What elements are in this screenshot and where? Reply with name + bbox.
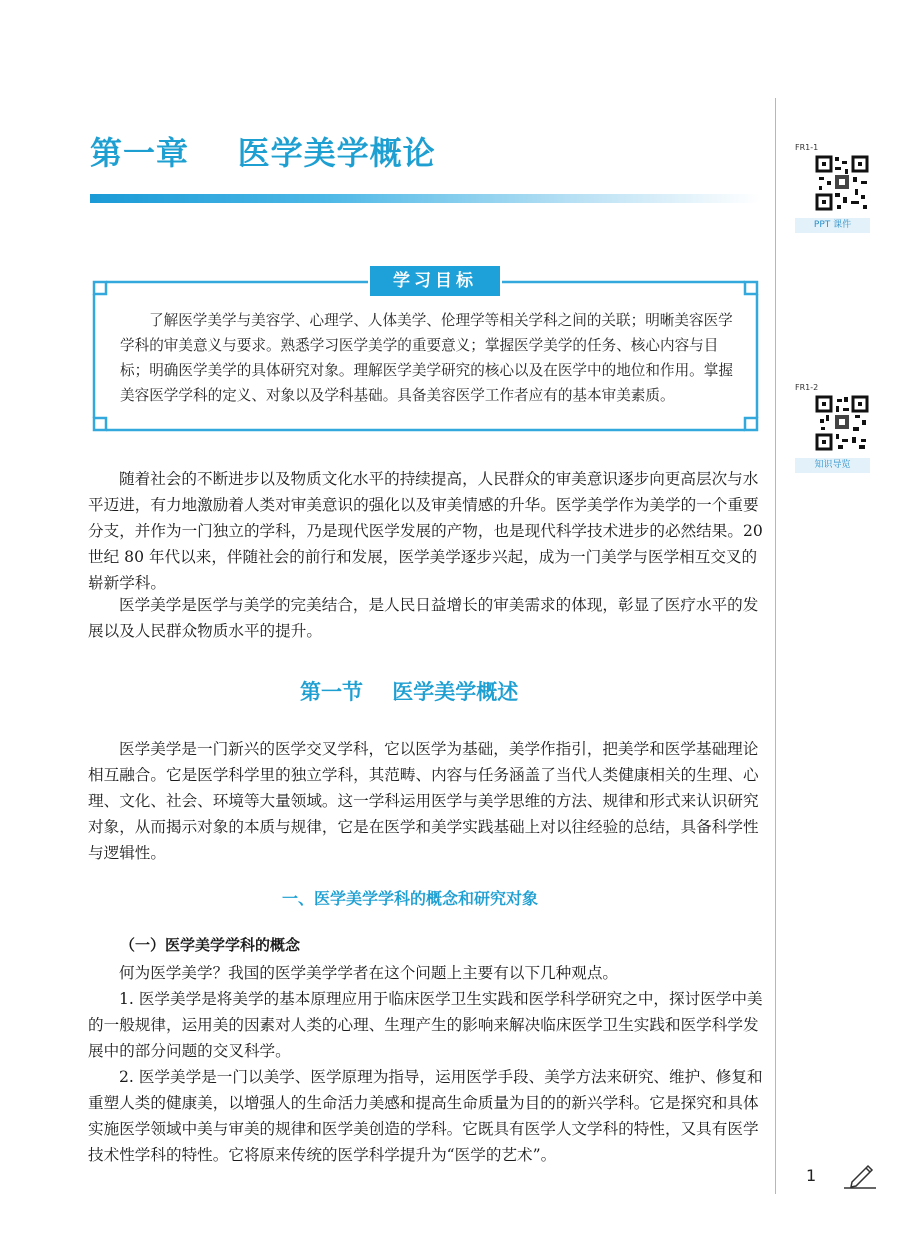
qr-code-icon[interactable] (815, 393, 870, 453)
chapter-title: 第一章 医学美学概论 (90, 134, 436, 172)
intro-paragraph-1: 随着社会的不断进步以及物质文化水平的持续提高，人民群众的审美意识逐步向更高层次与水平迈进，有力地激励着人类对审美意识的强化以及审美情感的升华。医学美学作为美学的一个重要分支，并作为一门独立的学科，乃是现代医学发展的产物，也是现代科学技术进步的必然结果。20 世纪 80 年代以来，伴随社会的前行和发展，医学美学逐步兴起，成为一门美学与医学相互交叉的崭新学科。 (88, 470, 763, 592)
margin-rule-bottom (775, 1158, 776, 1194)
subsubsection-title: （一）医学美学学科的概念 (120, 936, 301, 954)
concept-paragraph-3: 2. 医学美学是一门以美学、医学原理为指导，运用医学手段、美学方法来研究、维护、修复和重塑人类的健康美，以增强人的生命活力美感和提高生命质量为目的的新兴学科。它是探究和具体实施医学领域中美与审美的规律和医学美创造的学科。它既具有医学人文学科的特性，又具有医学技术性学科的特性。它将原来传统的医学科学提升为“医学的艺术”。 (88, 1068, 763, 1164)
page-number: 1 (806, 1166, 817, 1185)
title-gradient-bar (90, 194, 760, 203)
subsection-title: 一、医学美学学科的概念和研究对象 (282, 889, 539, 908)
qr-code-label: FR1-2 (795, 383, 819, 392)
concept-paragraph-2: 1. 医学美学是将美学的基本原理应用于临床医学卫生实践和医学科学研究之中，探讨医学中美的一般规律，运用美的因素对人类的心理、生理产生的影响来解决临床医学卫生实践和医学科学发展中的部分问题的交叉科学。 (88, 990, 763, 1060)
section-paragraph: 医学美学是一门新兴的医学交叉学科，它以医学为基础，美学作指引，把美学和医学基础理论相互融合。它是医学科学里的独立学科，其范畴、内容与任务涵盖了当代人类健康相关的生理、心理、文化、社会、环境等大量领域。这一学科运用医学与美学思维的方法、规律和形式来认识研究对象，从而揭示对象的本质与规律，它是在医学和美学实践基础上对以往经验的总结，具备科学性与逻辑性。 (88, 740, 759, 862)
qr-code-label: FR1-1 (795, 143, 819, 152)
margin-rule (775, 98, 776, 1158)
section-title: 第一节 医学美学概述 (300, 680, 519, 704)
concept-paragraph-1: 何为医学美学？我国的医学美学学者在这个问题上主要有以下几种观点。 (119, 964, 619, 982)
learning-goals-title: 学习目标 (370, 266, 500, 296)
intro-paragraph-2: 医学美学是医学与美学的完美结合，是人民日益增长的审美需求的体现，彰显了医疗水平的发展以及人民群众物质水平的提升。 (88, 596, 759, 640)
learning-goals-text: 了解医学美学与美容学、心理学、人体美学、伦理学等相关学科之间的关联；明晰美容医学学科的审美意义与要求。熟悉学习医学美学的重要意义；掌握医学美学的任务、核心内容与目标；明确医学美学的具体研究对象。理解医学美学研究的核心以及在医学中的地位和作用。掌握美容医学学科的定义、对象以及学科基础。具备美容医学工作者应有的基本审美素质。 (120, 312, 733, 404)
qr-code-icon[interactable] (815, 153, 870, 213)
qr-block-ppt[interactable] (795, 143, 870, 233)
pen-icon (842, 1162, 878, 1190)
qr-caption: 知识导览 (795, 458, 870, 473)
qr-caption: PPT 课件 (795, 218, 870, 233)
qr-block-overview[interactable] (795, 383, 870, 473)
